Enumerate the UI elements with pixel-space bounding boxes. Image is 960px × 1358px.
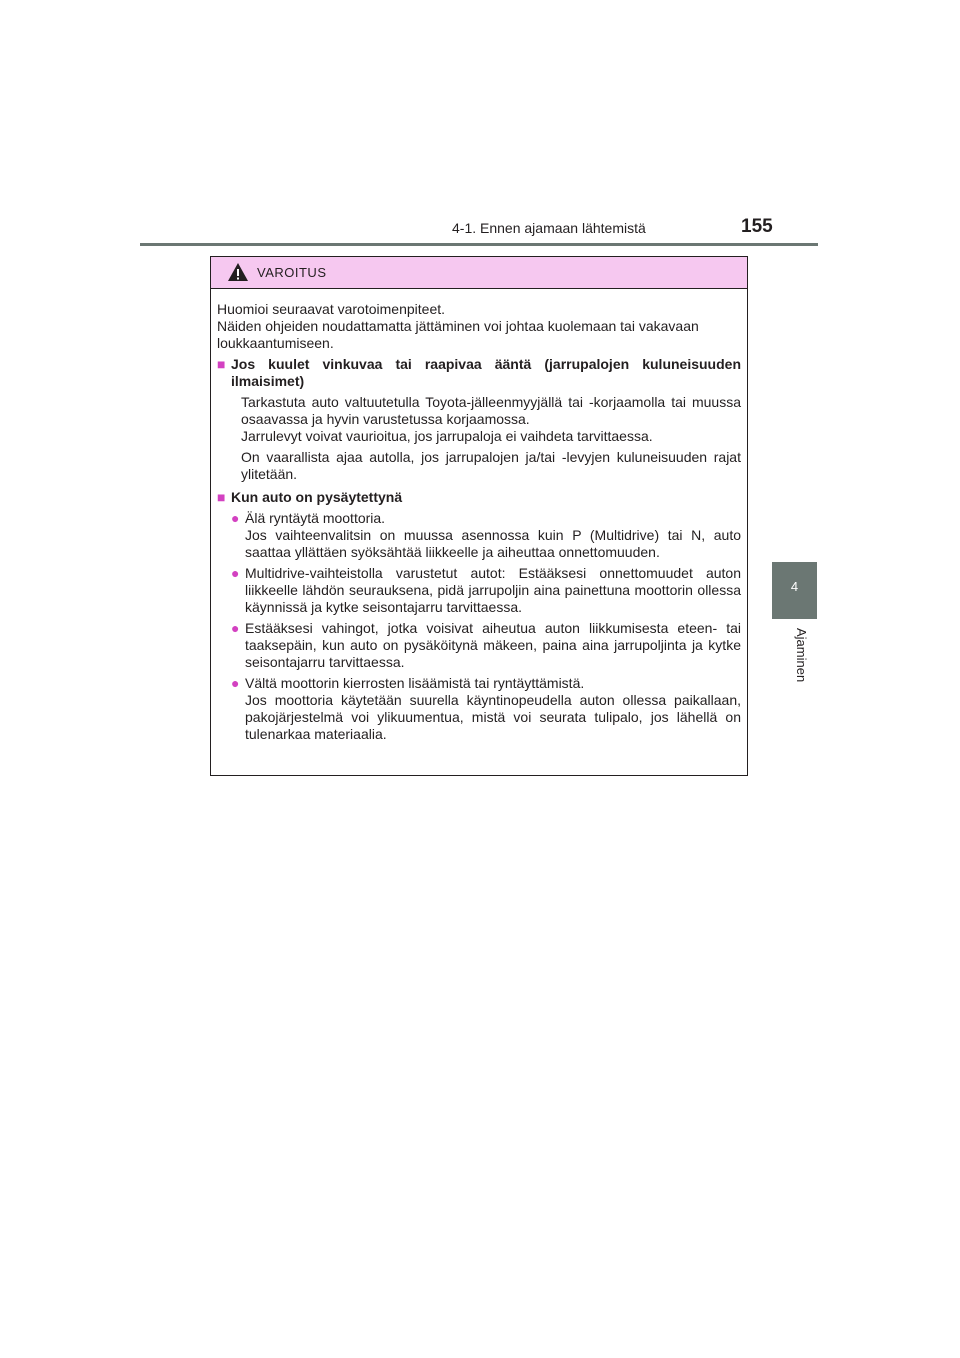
list-item-text — [245, 675, 741, 743]
warning-intro-line1: Huomioi seuraavat varotoimenpiteet. — [217, 301, 446, 317]
page-number: 155 — [741, 216, 773, 237]
chapter-label-text: Ajaminen — [794, 628, 809, 683]
section-heading-parked — [217, 489, 741, 506]
warning-header — [211, 257, 747, 289]
warning-body — [211, 289, 747, 743]
section-heading-brake-noise — [217, 356, 741, 390]
list-item-text — [245, 620, 741, 671]
list-item-text — [245, 565, 741, 616]
square-bullet-icon: ■ — [217, 489, 226, 505]
warning-box — [210, 256, 748, 776]
list-item-text — [245, 510, 741, 561]
warning-intro-line2: Näiden ohjeiden noudattamatta jättäminen voi johtaa kuolemaan tai vakavaan loukkaantumiseen. — [217, 318, 699, 351]
warning-triangle-icon — [227, 262, 249, 282]
bullet-dot-icon: ● — [231, 510, 240, 526]
list-item — [217, 510, 741, 561]
bullet-dot-icon: ● — [231, 565, 240, 581]
list-item — [217, 620, 741, 671]
section1-para1-line2: Jarrulevyt voivat vaurioitua, jos jarrupaloja ei vaihdeta tarvittaessa. — [241, 428, 653, 444]
list-item-line1: Estääksesi vahingot, jotka voisivat aiheutua auton liikkumisesta eteen- tai taaksepäin, kun auto on pysäköitynä mäkeen, paina aina jarrupoljinta ja kytke seisontajarru tarvittaessa. — [245, 620, 741, 670]
bullet-dot-icon: ● — [231, 675, 240, 691]
list-item-line2: Jos vaihteenvalitsin on muussa asennossa kuin P (Multidrive) tai N, auto saattaa yllättäen syöksähtää liikkeelle ja aiheuttaa onnettomuuden. — [245, 527, 741, 560]
chapter-tab[interactable] — [772, 562, 817, 619]
header-rule — [140, 243, 818, 246]
chapter-tab-number: 4 — [790, 579, 799, 594]
square-bullet-icon: ■ — [217, 356, 226, 372]
list-item-line2: Jos moottoria käytetään suurella käyntinopeudella auton ollessa paikallaan, pakojärjestelmä voi ylikuumentua, mistä voi seurata tulipalo, jos lähellä on tulenarkaa materiaalia. — [245, 692, 741, 742]
running-header-section: 4-1. Ennen ajamaan lähtemistä — [452, 220, 646, 236]
list-item — [217, 565, 741, 616]
warning-title: VAROITUS — [257, 265, 327, 280]
list-item-line1: Älä ryntäytä moottoria. — [245, 510, 386, 526]
list-item-line1: Multidrive-vaihteistolla varustetut autot: Estääksesi onnettomuudet auton liikkeelle lähdön seurauksena, pidä jarrupoljin aina painettuna moottorin ollessa käynnissä ja kytke seisontajarru tarvittaessa. — [245, 565, 741, 615]
section1-para1-line1: Tarkastuta auto valtuutetulla Toyota-jälleenmyyjällä tai -korjaamolla tai muussa osaavassa ja hyvin varustetussa korjaamossa. — [241, 394, 741, 427]
section1-para1 — [217, 394, 741, 445]
section1-para2: On vaarallista ajaa autolla, jos jarrupalojen ja/tai -levyjen kuluneisuuden rajat ylitetään. — [241, 449, 741, 482]
list-item-line1: Vältä moottorin kierrosten lisäämistä tai ryntäyttämistä. — [245, 675, 585, 691]
bullet-dot-icon: ● — [231, 620, 240, 636]
section-heading-text: Kun auto on pysäytettynä — [231, 489, 403, 505]
section-heading-text: Jos kuulet vinkuvaa tai raapivaa ääntä (jarrupalojen kuluneisuuden ilmaisimet) — [231, 356, 741, 389]
list-item — [217, 675, 741, 743]
chapter-label — [772, 622, 817, 692]
